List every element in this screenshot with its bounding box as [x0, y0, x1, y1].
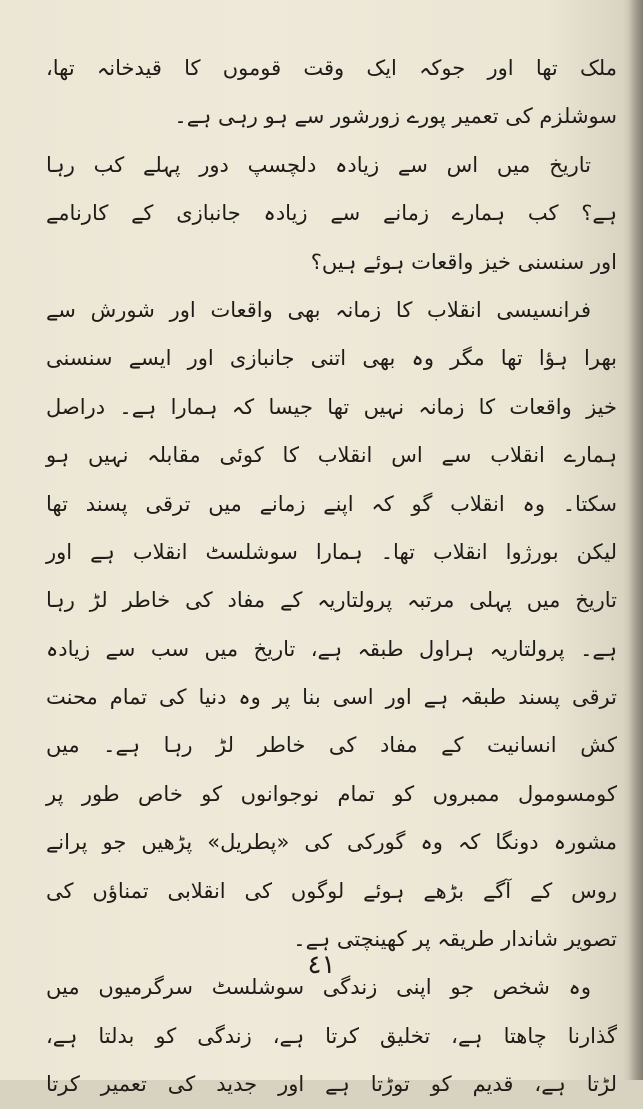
text-line: لڑتا ہے، قدیم کو توڑتا ہے اور جدید کی تعمیر کرتا	[46, 1072, 617, 1097]
text-line: کش انسانیت کے مفاد کی خاطر لڑ رہا ہے۔ میں	[46, 733, 617, 758]
text-line: ہمارے انقلاب سے اس انقلاب کا کوئی مقابلہ نہیں ہو	[46, 443, 617, 468]
text-line: کومسومول ممبروں کو تمام نوجوانوں کو خاص طور پر	[46, 781, 617, 806]
text-line: تاریخ میں پہلی مرتبہ پرولتاریہ کے مفاد کی خاطر لڑ رہا	[46, 588, 617, 613]
page-number: ٤١	[307, 950, 336, 980]
text-line: مشورہ دونگا کہ وہ گورکی کی «پطریل» پڑھیں جو پرانے	[46, 830, 617, 855]
text-line: بھرا ہؤا تھا مگر وہ بھی اتنی جانبازی اور ایسے سنسنی	[46, 346, 617, 371]
text-line: سکتا۔ وہ انقلاب گو کہ اپنے زمانے میں ترقی پسند تھا	[46, 491, 617, 516]
text-line: ترقی پسند طبقہ ہے اور اسی بنا پر وہ دنیا کی تمام محنت	[46, 685, 617, 710]
text-line: خیز واقعات کا زمانہ نہیں تھا جیسا کہ ہمارا ہے۔ دراصل	[46, 394, 617, 419]
text-line: ہے۔ پرولتاریہ ہراول طبقہ ہے، تاریخ میں سب سے زیادہ	[46, 636, 617, 661]
text-line: لیکن بورژوا انقلاب تھا۔ ہمارا سوشلسٹ انقلاب ہے اور	[46, 539, 617, 564]
text-line: روس کے آگے بڑھے ہوئے لوگوں کی انقلابی تمناؤں کی	[46, 878, 617, 903]
text-line: فرانسیسی انقلاب کا زمانہ بھی واقعات اور شورش سے	[46, 297, 591, 322]
urdu-text-block	[46, 44, 617, 1109]
text-line: وہ شخص جو اپنی زندگی سوشلسٹ سرگرمیوں میں	[46, 975, 591, 1000]
text-line: تصویر شاندار طریقہ پر کھینچتی ہے۔	[293, 927, 617, 952]
text-line: ملک تھا اور جوکہ ایک وقت قوموں کا قیدخانہ تھا،	[46, 56, 617, 80]
page-edge-shadow	[629, 0, 643, 1080]
text-line: ہے؟ کب ہمارے زمانے سے زیادہ جانبازی کے کارنامے	[46, 201, 617, 226]
text-line: سوشلزم کی تعمیر پورے زورشور سے ہو رہی ہے۔	[174, 104, 617, 129]
text-line: تاریخ میں اس سے زیادہ دلچسپ دور پہلے کب رہا	[46, 152, 591, 177]
text-line: اور سنسنی خیز واقعات ہوئے ہیں؟	[310, 249, 617, 274]
text-line: گذارنا چاھتا ہے، تخلیق کرتا ہے، زندگی کو بدلتا ہے،	[46, 1023, 617, 1048]
